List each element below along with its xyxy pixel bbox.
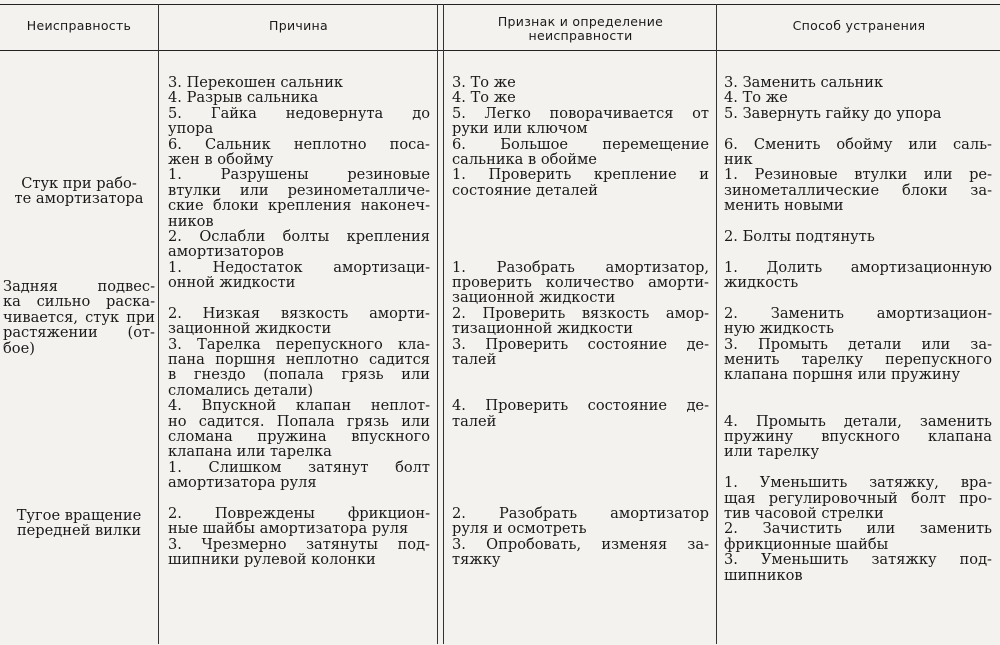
col3-line: [452, 198, 709, 213]
col2-line: амортизаторов: [168, 243, 284, 261]
col4-line: 4. Промыть детали, заменить: [724, 412, 992, 430]
col2-line: 1. Слишком затянут болт: [168, 458, 430, 476]
col4-line: 2. Зачистить или заменить: [724, 520, 992, 538]
col4-line: зинометаллические блоки за-: [724, 181, 992, 199]
col-divider-1: [158, 4, 159, 644]
col4-line: щая регулировочный болт про-: [724, 489, 992, 507]
header-bottom-rule: [0, 50, 1000, 51]
col3-line: 3. То же: [452, 74, 516, 91]
col4-line: [724, 290, 992, 305]
col4-line: [724, 383, 992, 398]
col4-line: 1. Резиновые втулки или ре-: [724, 166, 992, 184]
col4-line: тив часовой стрелки: [724, 504, 884, 522]
col4-line: 4. То же: [724, 89, 788, 107]
col4-line: пружину впускного клапана: [724, 427, 992, 445]
col4-line: 3. Уменьшить затяжку под-: [724, 551, 992, 569]
col3-line: [452, 444, 709, 459]
col3-line: 2. Проверить вязкость амор-: [452, 304, 709, 322]
col4-line: 2. Болты подтянуть: [724, 227, 875, 245]
col3-line: 4. То же: [452, 89, 516, 107]
col2-line: пана поршня неплотно садится: [168, 351, 430, 369]
col3-line: [452, 429, 709, 444]
col4-line: [724, 121, 992, 136]
col2-line: [168, 290, 430, 305]
col2-line: 3. Перекошен сальник: [168, 74, 344, 91]
col2-line: 5. Гайка недовернута до: [168, 104, 430, 122]
col2-line: зационной жидкости: [168, 320, 332, 338]
col2-line: 1. Недостаток амортизаци-: [168, 258, 430, 276]
col2-line: 4. Впускной клапан неплот-: [168, 397, 430, 415]
col4-line: [724, 244, 992, 259]
fault-stiff-fork: Тугое вращение передней вилки: [16, 507, 142, 540]
col4-line: 1. Уменьшить затяжку, вра-: [724, 474, 992, 492]
col4-line: клапана поршня или пружину: [724, 366, 961, 384]
col3-line: [452, 475, 709, 490]
col2-line: 4. Разрыв сальника: [168, 89, 319, 107]
col4-line: 3. Промыть детали или за-: [724, 335, 992, 353]
col2-line: ские блоки крепления наконеч-: [168, 197, 430, 215]
col3-line: [452, 229, 709, 244]
col3-line: [452, 383, 709, 398]
header-fault: Неисправность: [26, 18, 132, 33]
col2-line: 2. Ослабли болты крепления: [168, 227, 430, 245]
col3-line: 6. Большое перемещение: [452, 135, 709, 153]
col3-line: [452, 367, 709, 382]
fault-rear-suspension: Задняя подвес- ка сильно раска- чивается, стук при растяжении (от- бое): [3, 278, 155, 357]
col2-line: онной жидкости: [168, 274, 296, 292]
header-remedy: Способ устранения: [792, 18, 926, 33]
col-divider-2: [437, 4, 438, 644]
col2-line: амортизатора руля: [168, 474, 317, 492]
col-divider-3: [716, 4, 717, 644]
col2-line: жен в обойму: [168, 150, 274, 168]
col4-line: менить тарелку перепускного: [724, 351, 992, 369]
col2-line: 6. Сальник неплотно посa-: [168, 135, 430, 153]
col2-line: шипники рулевой колонки: [168, 551, 376, 569]
col2-line: ные шайбы амортизатора руля: [168, 520, 409, 538]
col4-line: 2. Заменить амортизацион-: [724, 304, 992, 322]
col3-line: [452, 214, 709, 229]
col3-line: сальника в обойме: [452, 150, 597, 168]
col2-line: но садится. Попала грязь или: [168, 412, 430, 430]
col4-line: ную жидкость: [724, 320, 834, 338]
col2-line: 3. Чрезмерно затянуты под-: [168, 535, 430, 553]
col4-line: жидкость: [724, 274, 799, 292]
col4-line: 5. Завернуть гайку до упора: [724, 104, 942, 122]
sign-column: [452, 75, 709, 568]
col3-line: 4. Проверить состояние де-: [452, 397, 709, 415]
table-top-rule: [0, 4, 1000, 5]
col-divider-2b: [443, 4, 444, 644]
col3-line: [452, 460, 709, 475]
col3-line: тизационной жидкости: [452, 320, 633, 338]
col3-line: [452, 491, 709, 506]
col3-line: 5. Легко поворачивается от: [452, 104, 709, 122]
col4-line: 3. Заменить сальник: [724, 74, 884, 91]
header-sign: Признак и определение неисправности: [497, 14, 664, 43]
col2-line: втулки или резинометалличе-: [168, 181, 430, 199]
col3-line: 2. Разобрать амортизатор: [452, 504, 709, 522]
col2-line: клапана или тарелка: [168, 443, 332, 461]
col3-line: 1. Проверить крепление и: [452, 166, 709, 184]
col3-line: зационной жидкости: [452, 289, 616, 307]
fault-knock: Стук при рабо- те амортизатора: [14, 175, 144, 208]
col4-line: или тарелку: [724, 443, 820, 461]
col2-line: 3. Тарелка перепускного кла-: [168, 335, 430, 353]
col3-line: [452, 244, 709, 259]
col3-line: 3. Проверить состояние де-: [452, 335, 709, 353]
col3-line: руля и осмотреть: [452, 520, 587, 538]
col3-line: состояние деталей: [452, 181, 598, 199]
col2-line: в гнездо (попала грязь или: [168, 366, 430, 384]
col4-line: 1. Долить амортизационную: [724, 258, 992, 276]
col2-line: ников: [168, 212, 214, 230]
col2-line: сломана пружина впускного: [168, 427, 430, 445]
col4-line: ник: [724, 150, 753, 168]
col4-line: [724, 398, 992, 413]
col2-line: упора: [168, 120, 214, 138]
col4-line: менить новыми: [724, 197, 844, 215]
col3-line: руки или ключом: [452, 120, 588, 138]
col4-line: [724, 214, 992, 229]
col4-line: 6. Сменить обойму или саль-: [724, 135, 992, 153]
col2-line: [168, 491, 430, 506]
col2-line: 1. Разрушены резиновые: [168, 166, 430, 184]
col3-line: тяжку: [452, 551, 501, 569]
col3-line: талей: [452, 412, 497, 430]
col3-line: проверить количество аморти-: [452, 274, 709, 292]
col2-line: сломались детали): [168, 381, 314, 399]
col3-line: талей: [452, 351, 497, 369]
col3-line: 1. Разобрать амортизатор,: [452, 258, 709, 276]
col2-line: 2. Низкая вязкость аморти-: [168, 304, 430, 322]
cause-column: [168, 75, 430, 568]
col4-line: шипников: [724, 566, 803, 584]
header-cause: Причина: [269, 18, 328, 33]
remedy-column: [724, 75, 992, 583]
col3-line: 3. Опробовать, изменяя за-: [452, 535, 709, 553]
col2-line: 2. Повреждены фрикцион-: [168, 504, 430, 522]
col4-line: [724, 460, 992, 475]
col4-line: фрикционные шайбы: [724, 535, 889, 553]
